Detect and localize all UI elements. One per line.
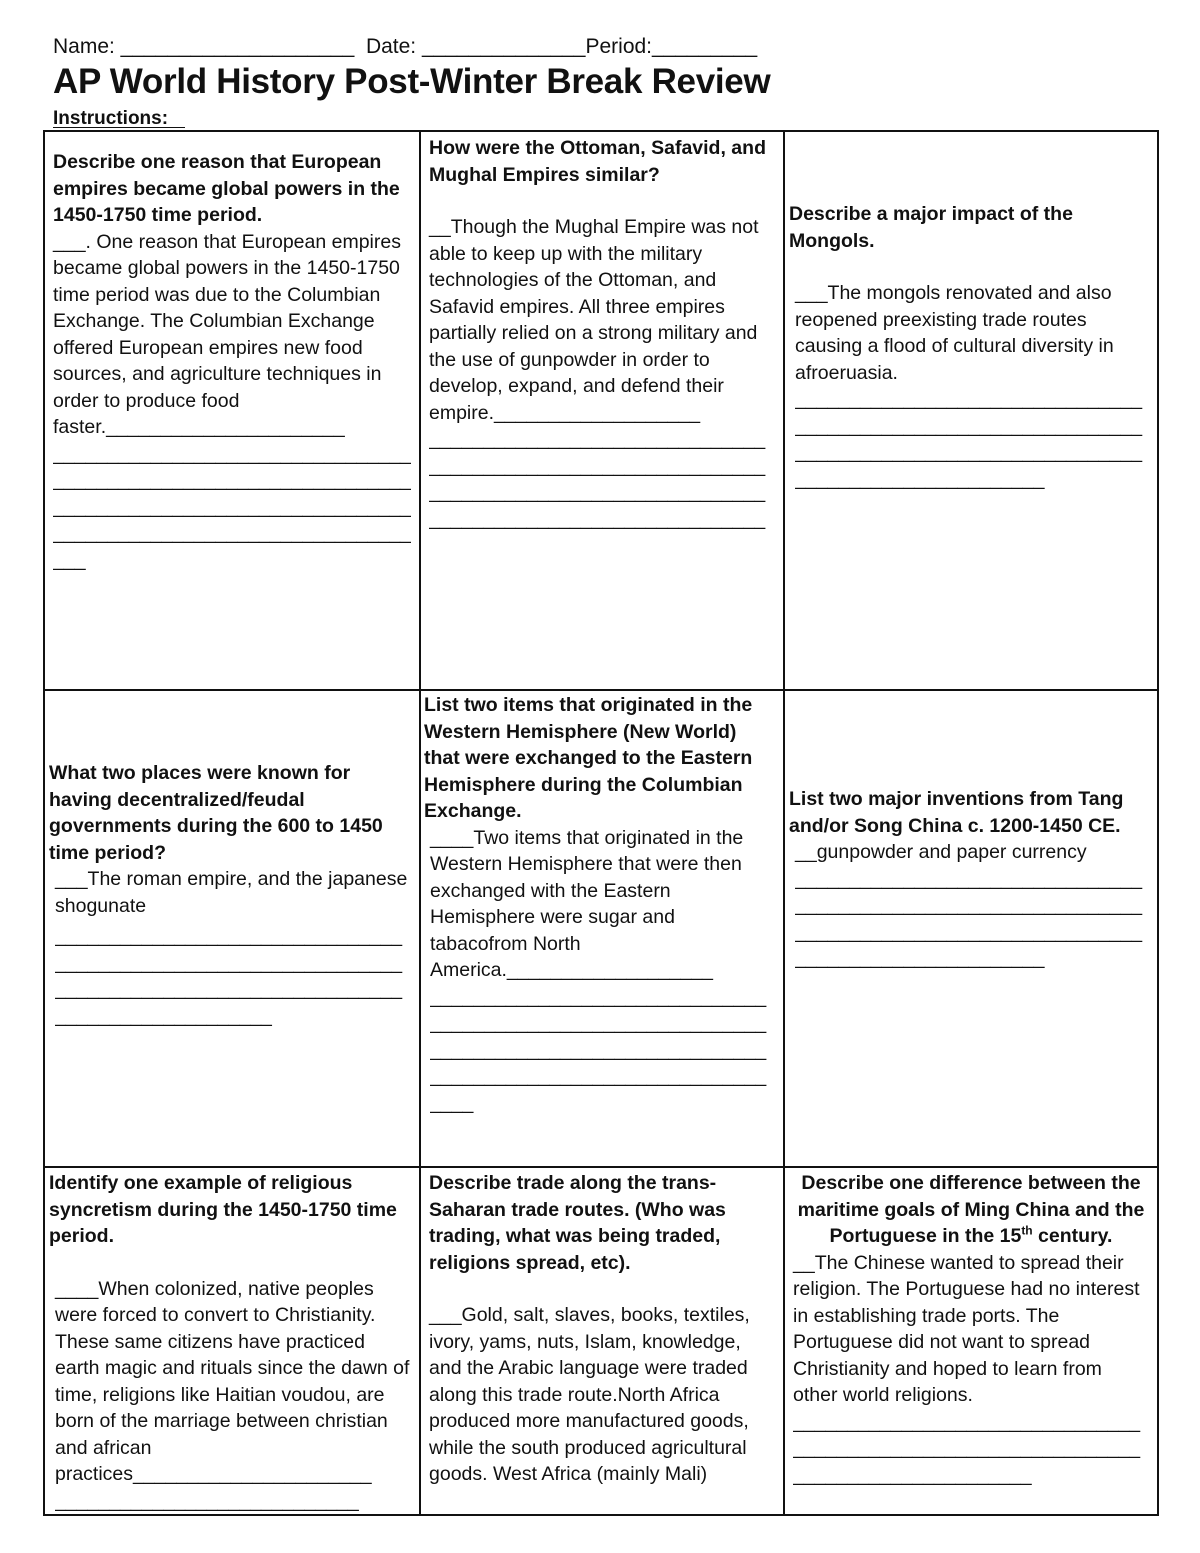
cell-2 (420, 131, 784, 690)
answer-blank-lines[interactable]: ____________________________________________________________________________________________________________________________ (429, 428, 766, 530)
answer-blank-lines[interactable]: _______________________________________________________________________________________________________________________ (795, 867, 1143, 969)
answer-text[interactable]: __Though the Mughal Empire was not able to keep up with the military technologies of the Ottoman, and Safavid empires. All three empires partially relied on a strong military and the use of gunpowder in order to develop, expand, and defend their empire.___________________ (429, 216, 759, 424)
question-end-text: century. (1032, 1225, 1113, 1247)
answer-text[interactable]: ___The roman empire, and the japanese shogunate (55, 868, 408, 917)
answer-text[interactable]: ____Two items that originated in the Western Hemisphere that were then exchanged with the Eastern Hemisphere were sugar and tabacofrom North America.___________________ (430, 826, 744, 981)
answer-blank-lines[interactable]: ________________________________________________________________________________________________________________________________ (430, 985, 767, 1114)
cell-7 (44, 1167, 420, 1515)
question-text: Describe one reason that European empires became global powers in the 1450-1750 time period. (53, 151, 400, 226)
answer-blank-lines[interactable]: _______________________________________________________________________________________________________________________ (795, 388, 1143, 490)
page-title: AP World History Post-Winter Break Review (53, 62, 771, 101)
cell-1 (44, 131, 420, 690)
question-text: How were the Ottoman, Safavid, and Mughal Empires similar? (429, 137, 766, 186)
question-text: Describe a major impact of the Mongols. (789, 203, 1073, 252)
question-text: What two places were known for having decentralized/feudal governments during the 600 to 1450 time period? (49, 762, 383, 864)
answer-text[interactable]: ___. One reason that European empires became global powers in the 1450-1750 time period was due to the Columbian Exchange. The Columbian Exchange offered European empires new food sources, and agriculture techniques in order to produce food faster.______________________ (53, 230, 401, 438)
answer-text[interactable]: ___Gold, salt, slaves, books, textiles, ivory, yams, nuts, Islam, knowledge, and the Arabic language were traded along this trade route.North Africa produced more manufactured goods, while the south produced agricultural goods. West Africa (mainly Mali) (429, 1304, 750, 1485)
question-text: Describe trade along the trans-Saharan trade routes. (Who was trading, what was being traded, religions spread, etc). (429, 1172, 726, 1274)
instructions-underline (53, 127, 185, 128)
question-text: Identify one example of religious syncretism during the 1450-1750 time period. (49, 1172, 397, 1247)
cell-3 (784, 131, 1158, 690)
question-text: List two major inventions from Tang and/or Song China c. 1200-1450 CE. (789, 788, 1124, 837)
answer-blank-lines[interactable]: _______________________________________________________________________________________________________________________________________ (53, 442, 411, 571)
answer-blank-lines[interactable]: ______________________________________________________________________________________ (793, 1410, 1141, 1486)
cell-6 (784, 690, 1158, 1167)
question-text: List two items that originated in the Western Hemisphere (New World) that were exchanged to the Eastern Hemisphere during the Columbian Exchange. (424, 694, 753, 822)
question-text (793, 1170, 1149, 1250)
answer-text[interactable]: ____When colonized, native peoples were forced to convert to Christianity. These same citizens have practiced earth magic and rituals since the dawn of time, religions like Haitian voudou, are born of the marriage between christian and african practices______________________ (55, 1277, 410, 1485)
question-main-text: Describe one difference between the maritime goals of Ming China and the Portuguese in the 15 (797, 1172, 1145, 1247)
name-date-period-line[interactable]: Name: ____________________ Date: ______________Period:_________ (53, 35, 758, 58)
answer-text[interactable]: ___The mongols renovated and also reopened preexisting trade routes causing a flood of cultural diversity in afroeruasia. (795, 282, 1114, 384)
answer-blank-lines[interactable]: ____________________________________________________________________________________________________________________ (55, 925, 403, 1027)
review-grid (43, 130, 1159, 1516)
cell-5 (420, 690, 784, 1167)
cell-9 (784, 1167, 1158, 1515)
answer-blank-lines[interactable]: ____________________________ (55, 1489, 359, 1512)
cell-8 (420, 1167, 784, 1515)
instructions-label: Instructions: (53, 108, 169, 129)
answer-text[interactable]: __The Chinese wanted to spread their religion. The Portuguese had no interest in establishing trade ports. The Portuguese did not want to spread Christianity and hoped to learn from other world religions. (793, 1251, 1140, 1406)
answer-text[interactable]: __gunpowder and paper currency (795, 841, 1087, 863)
superscript-th: th (1021, 1223, 1033, 1238)
cell-4 (44, 690, 420, 1167)
